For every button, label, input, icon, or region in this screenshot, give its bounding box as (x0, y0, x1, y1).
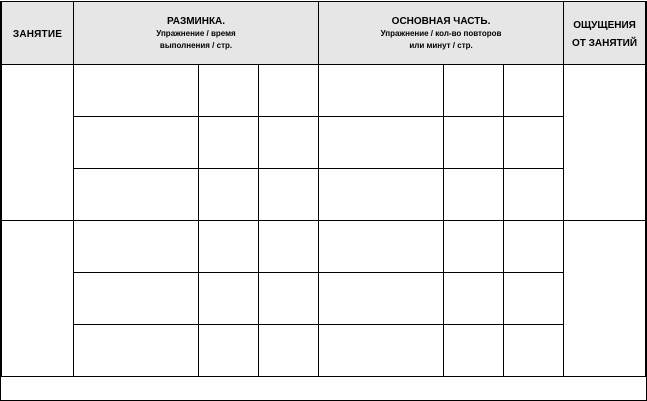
table-row (2, 325, 646, 377)
cell-main-page[interactable] (504, 65, 564, 117)
cell-warmup-exercise[interactable] (74, 221, 199, 273)
cell-main-reps[interactable] (444, 325, 504, 377)
header-session-label: ЗАНЯТИЕ (12, 29, 63, 40)
cell-warmup-exercise[interactable] (74, 273, 199, 325)
header-warmup-sub-line2: выполнения / стр. (159, 40, 233, 50)
cell-main-reps[interactable] (444, 169, 504, 221)
header-feelings (564, 2, 646, 65)
cell-warmup-time[interactable] (199, 325, 259, 377)
cell-main-page[interactable] (504, 273, 564, 325)
header-warmup-title: РАЗМИНКА. (166, 15, 226, 27)
cell-warmup-page[interactable] (259, 117, 319, 169)
cell-warmup-page[interactable] (259, 221, 319, 273)
cell-session-block2[interactable] (2, 221, 74, 377)
table-header (2, 2, 646, 65)
cell-feelings-block2[interactable] (564, 221, 646, 377)
cell-warmup-exercise[interactable] (74, 117, 199, 169)
cell-warmup-time[interactable] (199, 273, 259, 325)
cell-warmup-time[interactable] (199, 169, 259, 221)
cell-main-reps[interactable] (444, 273, 504, 325)
cell-warmup-time[interactable] (199, 117, 259, 169)
table-body (2, 65, 646, 377)
cell-main-reps[interactable] (444, 221, 504, 273)
header-feelings-line2: ОТ ЗАНЯТИЙ (572, 38, 638, 49)
cell-main-exercise[interactable] (319, 273, 444, 325)
cell-main-exercise[interactable] (319, 221, 444, 273)
cell-warmup-page[interactable] (259, 65, 319, 117)
cell-main-reps[interactable] (444, 117, 504, 169)
cell-main-exercise[interactable] (319, 325, 444, 377)
cell-main-reps[interactable] (444, 65, 504, 117)
cell-main-exercise[interactable] (319, 117, 444, 169)
header-main-part (319, 2, 564, 65)
worksheet-page (0, 1, 647, 401)
table-row (2, 65, 646, 117)
cell-session-block1[interactable] (2, 65, 74, 221)
cell-warmup-exercise[interactable] (74, 65, 199, 117)
table-row (2, 169, 646, 221)
cell-main-page[interactable] (504, 117, 564, 169)
cell-warmup-time[interactable] (199, 65, 259, 117)
cell-warmup-exercise[interactable] (74, 325, 199, 377)
cell-warmup-exercise[interactable] (74, 169, 199, 221)
table-row (2, 117, 646, 169)
cell-warmup-page[interactable] (259, 325, 319, 377)
header-main-sub-line2: или минут / стр. (409, 40, 473, 50)
cell-feelings-block1[interactable] (564, 65, 646, 221)
cell-main-page[interactable] (504, 169, 564, 221)
cell-main-exercise[interactable] (319, 169, 444, 221)
header-warmup-sub-line1: Упражнение / время (156, 29, 236, 39)
workout-log-table (1, 1, 646, 377)
header-warmup (74, 2, 319, 65)
cell-warmup-time[interactable] (199, 221, 259, 273)
header-feelings-line1: ОЩУЩЕНИЯ (573, 20, 636, 31)
table-row (2, 221, 646, 273)
cell-warmup-page[interactable] (259, 273, 319, 325)
header-session (2, 2, 74, 65)
cell-main-exercise[interactable] (319, 65, 444, 117)
cell-main-page[interactable] (504, 221, 564, 273)
header-main-title: ОСНОВНАЯ ЧАСТЬ. (391, 15, 491, 27)
cell-main-page[interactable] (504, 325, 564, 377)
header-main-sub-line1: Упражнение / кол-во повторов (380, 29, 502, 39)
header-row (2, 2, 646, 65)
table-row (2, 273, 646, 325)
cell-warmup-page[interactable] (259, 169, 319, 221)
